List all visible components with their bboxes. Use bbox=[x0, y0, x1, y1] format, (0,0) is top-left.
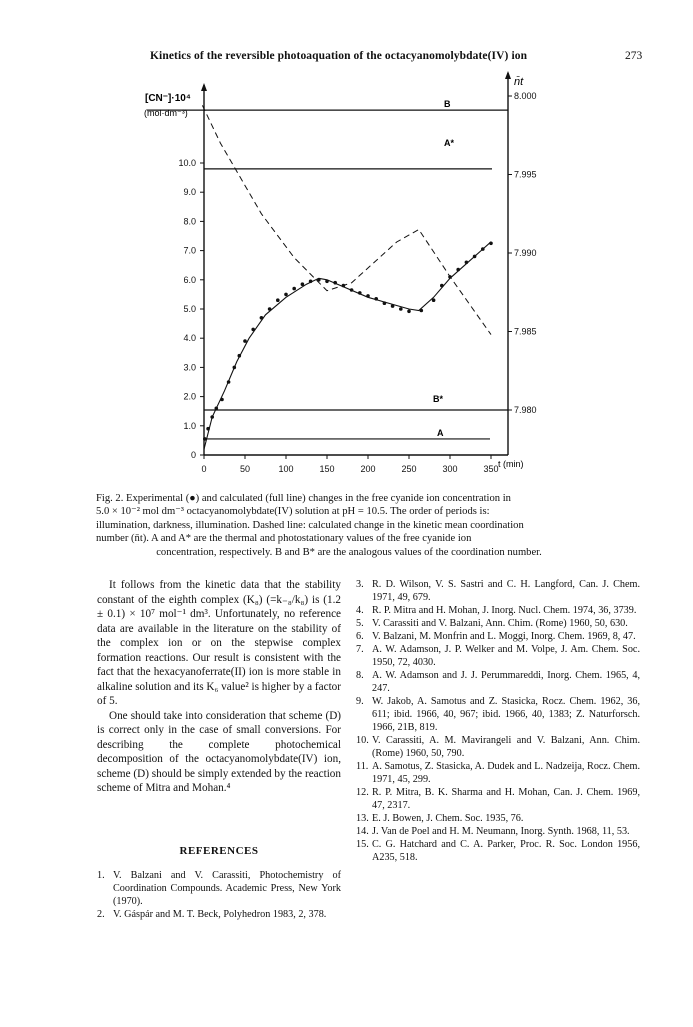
reference-text: A. W. Adamson, J. P. Welker and M. Volpe, J. Am. Chem. Soc. 1950, 72, 4030. bbox=[372, 644, 640, 668]
experimental-points bbox=[203, 242, 493, 441]
data-point bbox=[448, 275, 452, 279]
x-tick-label: 300 bbox=[442, 464, 458, 474]
left-axis-arrow bbox=[201, 83, 207, 91]
calculated-series bbox=[204, 242, 491, 449]
reference-text: R. D. Wilson, V. S. Sastri and C. H. Langford, Can. J. Chem. 1971, 49, 679. bbox=[372, 579, 640, 603]
reference-text: W. Jakob, A. Samotus and Z. Stasicka, Rocz. Chem. 1962, 36, 611; ibid. 1966, 40, 967; ibid. 1966, 40, 1383; Z. Naturforsch. 1966, 21B, 819. bbox=[372, 696, 640, 733]
y-left-tick-label: 9.0 bbox=[183, 187, 196, 198]
data-point bbox=[383, 301, 387, 305]
x-tick-label: 250 bbox=[401, 464, 417, 474]
data-point bbox=[391, 304, 395, 308]
data-point bbox=[309, 280, 313, 284]
data-point bbox=[206, 427, 210, 431]
y-left-tick-label: 4.0 bbox=[183, 333, 196, 344]
reference-text: V. Carassiti, A. M. Mavirangeli and V. Balzani, Ann. Chim. (Rome) 1960, 50, 790. bbox=[372, 735, 640, 759]
y-left-tick-label: 0 bbox=[190, 450, 196, 460]
reference-number: 6. bbox=[356, 631, 364, 642]
running-head: Kinetics of the reversible photoaquation of the octacyanomolybdate(IV) ion bbox=[150, 50, 528, 62]
data-point bbox=[440, 284, 444, 288]
x-tick-label: 150 bbox=[319, 464, 335, 474]
data-point bbox=[473, 255, 477, 259]
y-right-tick-label: 7.990 bbox=[514, 248, 537, 258]
reference-number: 2. bbox=[97, 909, 105, 920]
reference-text: V. Balzani and V. Carassiti, Photochemistry of Coordination Compounds. Academic Press, New York (1970). bbox=[113, 870, 341, 907]
paragraph: It follows from the kinetic data that the stability constant of the eighth complex (K₈) (=k₋₈/k₈) is (1.2 ± 0.1) × 10⁷ mol⁻¹ dm³. Unfortunately, no reference data are available in the literature on the stability of the complex ion or on the stepwise complex formation reactions. Our result is consistent with the fact that the hexacyanoferrate(II) ion is more stable in alkaline solution and its K₆ value² is higher by a factor of 5. bbox=[97, 579, 341, 707]
data-point bbox=[227, 380, 231, 384]
data-point bbox=[260, 316, 264, 320]
data-point bbox=[374, 297, 378, 301]
x-tick-label: 50 bbox=[239, 464, 251, 474]
reference-text: V. Balzani, M. Monfrin and L. Moggi, Inorg. Chem. 1969, 8, 47. bbox=[372, 631, 636, 642]
data-point bbox=[342, 284, 346, 288]
reference-text: C. G. Hatchard and C. A. Parker, Proc. R. Soc. London 1956, A235, 518. bbox=[372, 839, 640, 863]
reference-text: R. P. Mitra, B. K. Sharma and H. Mohan, Can. J. Chem. 1969, 47, 2317. bbox=[372, 787, 640, 811]
right-axis-label: n̄t bbox=[514, 76, 524, 88]
data-point bbox=[268, 307, 272, 311]
data-point bbox=[358, 291, 362, 295]
reference-item bbox=[356, 604, 640, 617]
y-right-tick-label: 8.000 bbox=[514, 91, 537, 101]
reference-number: 10. bbox=[356, 735, 369, 746]
reference-item bbox=[356, 734, 640, 760]
y-left-tick-label: 8.0 bbox=[183, 216, 196, 227]
caption-line: Fig. 2. Experimental (●) and calculated (full line) changes in the free cyanide ion concentration in bbox=[96, 493, 511, 504]
reference-item bbox=[97, 869, 341, 908]
y-left-tick-label: 1.0 bbox=[183, 420, 196, 431]
figure-chart bbox=[0, 0, 693, 490]
reference-item bbox=[356, 838, 640, 864]
reference-item bbox=[356, 760, 640, 786]
data-point bbox=[284, 293, 288, 297]
reference-item bbox=[97, 908, 341, 921]
data-point bbox=[243, 339, 247, 343]
y-left-tick-label: 3.0 bbox=[183, 362, 196, 373]
reference-text: V. Gáspár and M. T. Beck, Polyhedron 1983, 2, 378. bbox=[113, 909, 327, 920]
reference-text: J. Van de Poel and H. M. Neumann, Inorg. Synth. 1968, 11, 53. bbox=[372, 826, 630, 837]
line-label-b: B bbox=[444, 99, 451, 109]
data-point bbox=[238, 354, 242, 358]
data-point bbox=[420, 309, 424, 313]
caption-line: illumination, darkness, illumination. Dashed line: calculated change in the kinetic mean coordination bbox=[96, 519, 524, 531]
y-left-tick-label: 2.0 bbox=[183, 391, 196, 402]
x-tick-label: 0 bbox=[201, 464, 207, 474]
data-point bbox=[317, 278, 321, 282]
reference-number: 3. bbox=[356, 579, 364, 590]
data-point bbox=[350, 288, 354, 292]
data-point bbox=[432, 298, 436, 302]
line-label-a: A bbox=[437, 428, 444, 438]
reference-number: 14. bbox=[356, 826, 369, 837]
data-point bbox=[210, 415, 214, 419]
body-text bbox=[97, 578, 341, 796]
x-tick-label: 100 bbox=[278, 464, 294, 474]
reference-item bbox=[356, 786, 640, 812]
y-right-tick-label: 7.980 bbox=[514, 405, 537, 415]
data-point bbox=[481, 247, 485, 251]
caption-line: 5.0 × 10⁻² mol dm⁻³ octacyanomolybdate(IV) solution at pH = 10.5. The order of periods is: bbox=[96, 506, 490, 518]
chart-axes bbox=[178, 71, 536, 474]
reference-item bbox=[356, 695, 640, 734]
data-point bbox=[251, 328, 255, 332]
reference-number: 13. bbox=[356, 813, 369, 824]
y-left-tick-label: 7.0 bbox=[183, 245, 196, 256]
data-point bbox=[301, 282, 305, 286]
reference-item bbox=[356, 825, 640, 838]
figure-caption bbox=[96, 492, 602, 559]
left-axis-unit: (mol·dm⁻³) bbox=[144, 108, 188, 118]
references-list-left bbox=[97, 869, 341, 921]
reference-number: 4. bbox=[356, 605, 364, 616]
reference-item bbox=[356, 812, 640, 825]
reference-text: V. Carassiti and V. Balzani, Ann. Chim. (Rome) 1960, 50, 630. bbox=[372, 618, 628, 629]
reference-number: 12. bbox=[356, 787, 369, 798]
y-left-tick-label: 5.0 bbox=[183, 304, 196, 314]
y-right-tick-label: 7.985 bbox=[514, 326, 537, 337]
reference-text: A. W. Adamson and J. J. Perummareddi, Inorg. Chem. 1965, 4, 247. bbox=[372, 670, 640, 694]
reference-text: E. J. Bowen, J. Chem. Soc. 1935, 76. bbox=[372, 813, 524, 824]
references-list-right bbox=[356, 578, 640, 864]
reference-text: A. Samotus, Z. Stasicka, A. Dudek and L. Nadzeija, Rocz. Chem. 1971, 45, 299. bbox=[372, 761, 640, 785]
reference-number: 7. bbox=[356, 644, 364, 655]
reference-number: 8. bbox=[356, 670, 364, 681]
data-point bbox=[465, 261, 469, 265]
data-point bbox=[366, 294, 370, 298]
reference-item bbox=[356, 630, 640, 643]
y-right-tick-label: 7.995 bbox=[514, 169, 537, 180]
caption-line: concentration, respectively. B and B* are the analogous values of the coordination number. bbox=[156, 546, 542, 558]
data-point bbox=[325, 280, 329, 284]
caption-line: number (n̄t). A and A* are the thermal and photostationary values of the free cyanide ion bbox=[96, 533, 472, 545]
left-axis-label: [CN⁻]·10⁴ bbox=[145, 93, 191, 104]
y-left-tick-label: 6.0 bbox=[183, 274, 196, 285]
data-point bbox=[203, 437, 207, 441]
reference-text: R. P. Mitra and H. Mohan, J. Inorg. Nucl. Chem. 1974, 36, 3739. bbox=[372, 605, 637, 616]
references-heading: REFERENCES bbox=[179, 845, 259, 857]
right-axis-arrow bbox=[505, 71, 511, 79]
reference-number: 15. bbox=[356, 839, 369, 850]
data-point bbox=[489, 242, 493, 246]
data-point bbox=[233, 366, 237, 370]
reference-number: 11. bbox=[356, 761, 369, 772]
calculated-line bbox=[204, 242, 491, 449]
reference-number: 9. bbox=[356, 696, 364, 707]
page-number: 273 bbox=[625, 50, 643, 62]
data-point bbox=[215, 407, 219, 411]
data-point bbox=[292, 287, 296, 291]
x-axis-label: t (min) bbox=[498, 459, 524, 469]
reference-item bbox=[356, 643, 640, 669]
y-left-tick-label: 10.0 bbox=[178, 158, 196, 168]
line-label-a-star: A* bbox=[444, 138, 455, 148]
data-point bbox=[407, 310, 411, 314]
data-point bbox=[220, 398, 224, 402]
reference-number: 1. bbox=[97, 870, 105, 881]
line-label-b-star: B* bbox=[433, 394, 444, 404]
paragraph: One should take into consideration that scheme (D) is correct only in the case of small conversions. For describing the complete photochemical decomposition of the octacyanomolybdate(IV) ion, scheme (D) should be simply extended by the reaction scheme of Mitra and Mohan.⁴ bbox=[97, 709, 341, 794]
data-point bbox=[399, 307, 403, 311]
data-point bbox=[333, 281, 337, 285]
reference-number: 5. bbox=[356, 618, 364, 629]
reference-item bbox=[356, 617, 640, 630]
x-tick-label: 350 bbox=[483, 464, 499, 474]
x-tick-label: 200 bbox=[360, 464, 376, 474]
reference-item bbox=[356, 578, 640, 604]
reference-item bbox=[356, 669, 640, 695]
data-point bbox=[276, 298, 280, 302]
data-point bbox=[456, 268, 460, 272]
